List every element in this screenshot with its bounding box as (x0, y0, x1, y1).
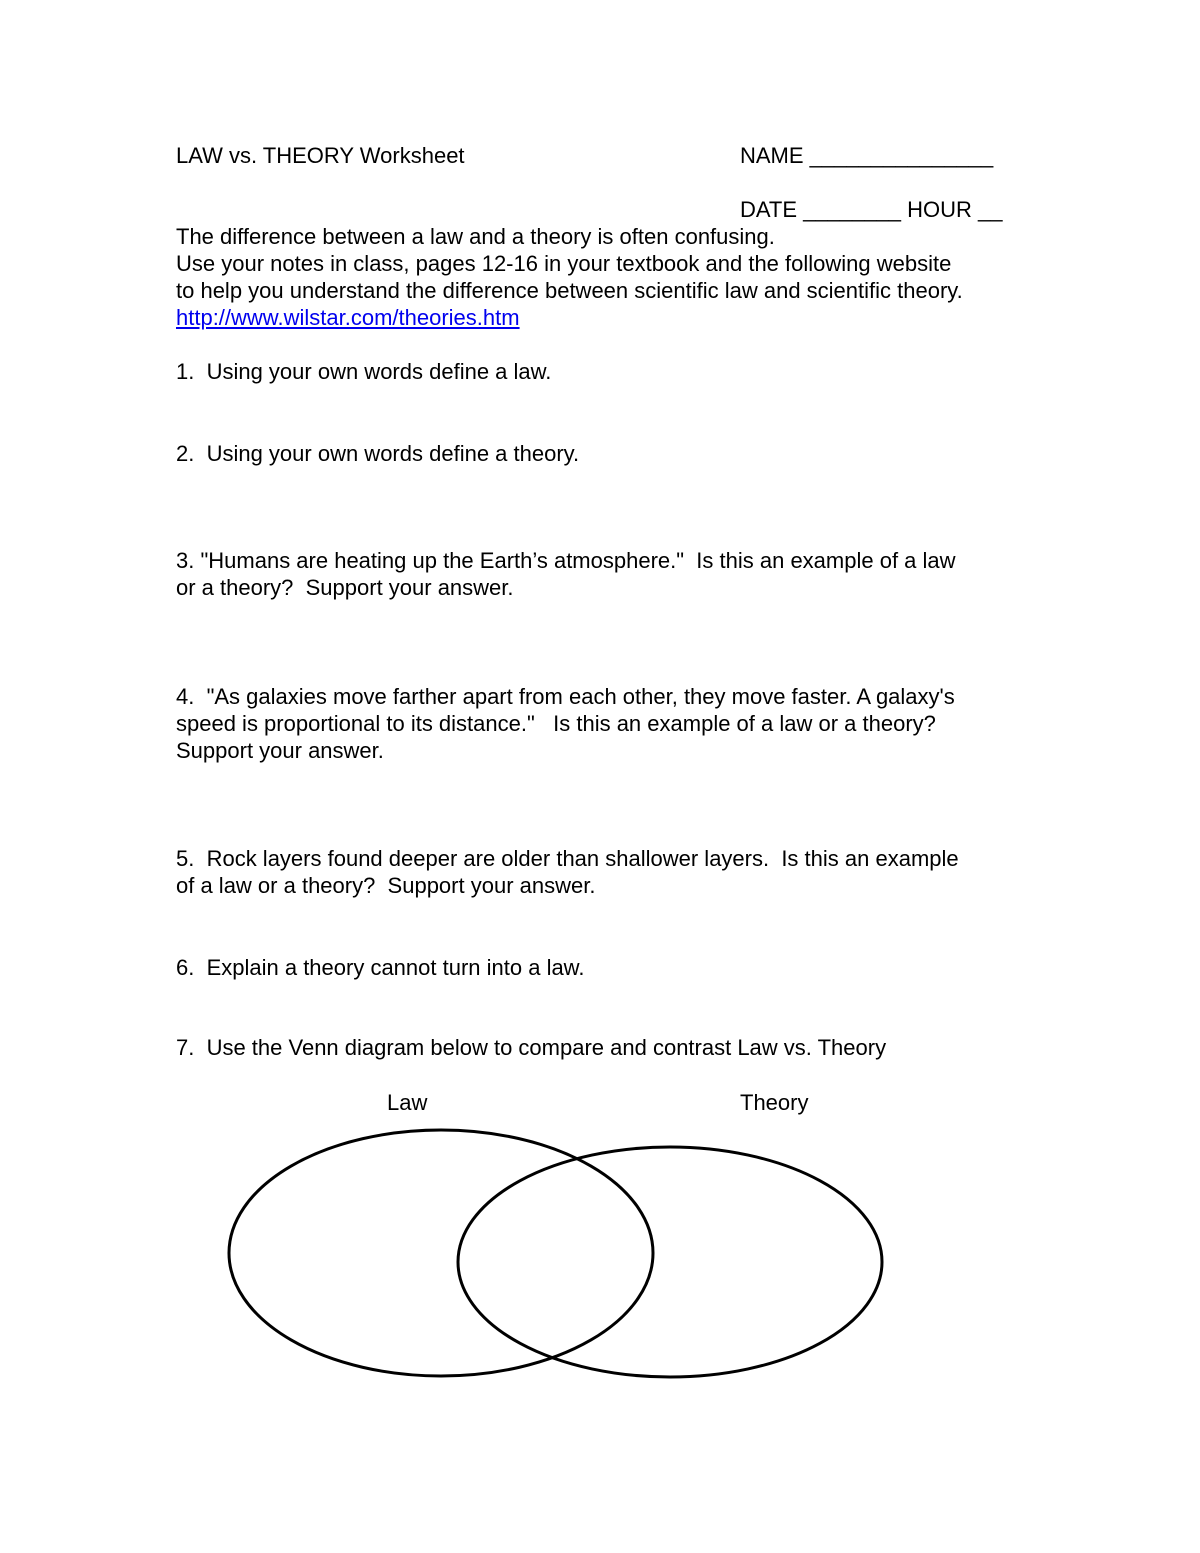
venn-circle-theory (458, 1147, 882, 1377)
date-hour-field[interactable]: DATE ________ HOUR __ (740, 197, 1003, 222)
question-4-line-2: speed is proportional to its distance." Is this an example of a law or a theory? (176, 711, 936, 736)
question-1: 1. Using your own words define a law. (176, 359, 552, 384)
question-7: 7. Use the Venn diagram below to compare and contrast Law vs. Theory (176, 1035, 887, 1060)
name-field[interactable]: NAME _______________ (740, 143, 994, 168)
question-5-line-2: of a law or a theory? Support your answer. (176, 873, 596, 898)
question-4-line-3: Support your answer. (176, 738, 384, 763)
question-2: 2. Using your own words define a theory. (176, 441, 580, 466)
question-5-line-1: 5. Rock layers found deeper are older than shallower layers. Is this an example (176, 846, 959, 871)
question-4-line-1: 4. "As galaxies move farther apart from each other, they move faster. A galaxy's (176, 684, 955, 709)
worksheet-title: LAW vs. THEORY Worksheet (176, 143, 465, 168)
intro-line-3: to help you understand the difference between scientific law and scientific theory. (176, 278, 963, 303)
intro-line-1: The difference between a law and a theory is often confusing. (176, 224, 775, 249)
venn-circle-law (229, 1130, 653, 1376)
intro-line-2: Use your notes in class, pages 12-16 in your textbook and the following website (176, 251, 952, 276)
question-3-line-2: or a theory? Support your answer. (176, 575, 514, 600)
question-3-line-1: 3. "Humans are heating up the Earth’s atmosphere." Is this an example of a law (176, 548, 956, 573)
venn-label-theory: Theory (740, 1090, 809, 1115)
website-link[interactable]: http://www.wilstar.com/theories.htm (176, 305, 520, 330)
question-6: 6. Explain a theory cannot turn into a law. (176, 955, 585, 980)
venn-label-law: Law (387, 1090, 428, 1115)
